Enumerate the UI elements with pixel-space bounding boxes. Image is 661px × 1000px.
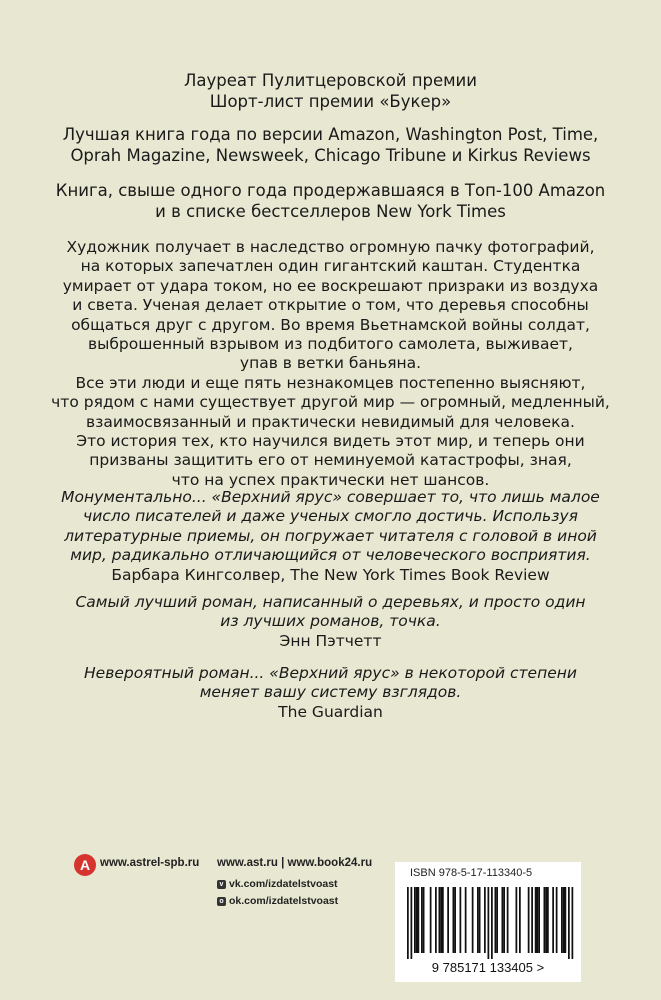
quote-line: мир, радикально отличающийся от человеческого восприятия. (70, 546, 591, 565)
barcode-bar (552, 887, 554, 953)
bestseller-block (20, 180, 641, 222)
barcode-bar (561, 887, 563, 953)
awards-block (20, 70, 641, 112)
isbn: ISBN 978-5-17-113340-5 (410, 867, 533, 879)
quote-line: литературные приемы, он погружает читателя с головой в иной (64, 526, 597, 545)
award-pulitzer: Лауреат Пулитцеровской премии (183, 71, 477, 90)
barcode-bar (411, 887, 413, 959)
publisher-logo-icon: А (74, 854, 96, 876)
barcode-bar (528, 887, 530, 953)
imprint-footer (0, 850, 661, 975)
synopsis-line: взаимосвязанный и практически невидимый для человека. (86, 412, 575, 431)
barcode-bar (507, 887, 509, 953)
barcode-bar (496, 887, 498, 953)
best-of-line-1: Лучшая книга года по версии Amazon, Washington Post, Time, (62, 125, 599, 144)
barcode-bar (407, 887, 409, 959)
barcode-bar (565, 887, 567, 953)
barcode-bar (547, 887, 549, 953)
review-quote-guardian (20, 664, 641, 722)
synopsis (20, 238, 641, 490)
synopsis-line: умирает от удара током, но ее воскрешают призраки из воздуха (62, 276, 599, 295)
quote-line: число писателей и даже ученых смогло достичь. Используя (83, 507, 578, 526)
best-of-line-2: Oprah Magazine, Newsweek, Chicago Tribune и Kirkus Reviews (70, 146, 591, 165)
barcode-bar (531, 887, 533, 953)
synopsis-line: Художник получает в наследство огромную пачку фотографий, (66, 238, 595, 256)
barcode-bar (484, 887, 486, 953)
ok-icon: o (217, 897, 226, 906)
synopsis-line: что рядом с нами существует другой мир — огромный, медленный, (51, 393, 610, 412)
barcode-bar (418, 887, 420, 953)
barcode-bar (516, 887, 518, 953)
barcode-bar (414, 887, 416, 953)
barcode-bar (568, 887, 570, 959)
vk-text: vk.com/izdatelstvoast (229, 878, 338, 890)
barcode-bar (453, 887, 455, 953)
synopsis-line: упав в ветки баньяна. (239, 354, 422, 373)
synopsis-line: и света. Ученая делает открытие о том, что деревья способны (72, 296, 589, 315)
quote-line: Самый лучший роман, написанный о деревьях, и просто один (75, 593, 586, 611)
review-quote-kingsolver (20, 488, 641, 585)
barcode-bar (537, 887, 539, 953)
quote-line: Монументально... «Верхний ярус» совершает то, что лишь малое (61, 488, 600, 506)
barcode-bar (503, 887, 505, 953)
barcode-bar (416, 887, 418, 953)
barcode-bar (544, 887, 546, 953)
bestseller-line-2: и в списке бестселлеров New York Times (155, 202, 506, 221)
vk-link (217, 878, 338, 890)
publisher-links: www.ast.ru | www.book24.ru (217, 857, 373, 869)
ok-link (217, 895, 338, 907)
ok-text: ok.com/izdatelstvoast (229, 895, 339, 907)
synopsis-line: выброшенный взрывом из подбитого самолета, выживает, (87, 335, 573, 354)
quote-line: из лучших романов, точка. (220, 612, 441, 631)
barcode-bar (435, 887, 437, 953)
barcode-bar (447, 887, 449, 953)
vk-icon: v (217, 880, 226, 889)
barcode-bar (556, 887, 558, 953)
barcode-digits: 9 785171 133405 > (431, 960, 545, 975)
barcode-bar (502, 887, 504, 953)
barcode-bar (423, 887, 425, 953)
barcode-bar (545, 887, 547, 953)
barcode-bar (488, 887, 490, 959)
barcode-bar (460, 887, 462, 953)
award-booker: Шорт-лист премии «Букер» (209, 92, 452, 111)
synopsis-line: Все эти люди и еще пять незнакомцев постепенно выясняют, (75, 373, 586, 392)
bestseller-line-1: Книга, свыше одного года продержавшаяся в Топ-100 Amazon (55, 181, 606, 200)
quote-line: меняет вашу систему взглядов. (199, 683, 462, 702)
synopsis-paragraph-1 (20, 238, 641, 374)
barcode-bar (442, 887, 444, 953)
barcode-bar (572, 887, 574, 959)
barcode-bar (519, 887, 521, 953)
quote-line: Невероятный роман... «Верхний ярус» в некоторой степени (84, 664, 577, 682)
synopsis-line: Это история тех, кто научился видеть этот мир, и теперь они (76, 432, 585, 451)
barcode-bar (535, 887, 537, 953)
barcode-bar (538, 887, 540, 953)
synopsis-line: на которых запечатлен один гигантский каштан. Студентка (80, 257, 581, 276)
barcode-bar (479, 887, 481, 953)
barcode-bar (430, 887, 432, 953)
publisher-website: www.astrel-spb.ru (100, 857, 200, 869)
barcode-bar (454, 887, 456, 953)
barcode-bar (439, 887, 441, 953)
barcode-bar (477, 887, 479, 953)
barcode-bar (440, 887, 442, 953)
quote-source: The Guardian (278, 702, 383, 721)
barcode (397, 883, 580, 976)
barcode-bar (495, 887, 497, 953)
barcode-bar (421, 887, 423, 953)
synopsis-line: общаться друг с другом. Во время Вьетнамской войны солдат, (71, 315, 590, 334)
quote-source: Энн Пэтчетт (279, 631, 382, 650)
synopsis-line: что на успех практически нет шансов. (171, 470, 490, 489)
review-quote-patchett (20, 593, 641, 651)
quote-source: Барбара Кингсолвер, The New York Times Book Review (111, 565, 550, 584)
barcode-bar (491, 887, 493, 959)
best-of-year-block (20, 124, 641, 166)
barcode-bar (465, 887, 467, 953)
synopsis-line: призваны защитить его от неминуемой катастрофы, зная, (89, 451, 572, 470)
barcode-bar (563, 887, 565, 953)
synopsis-paragraph-2 (20, 374, 641, 490)
barcode-bar (472, 887, 474, 953)
